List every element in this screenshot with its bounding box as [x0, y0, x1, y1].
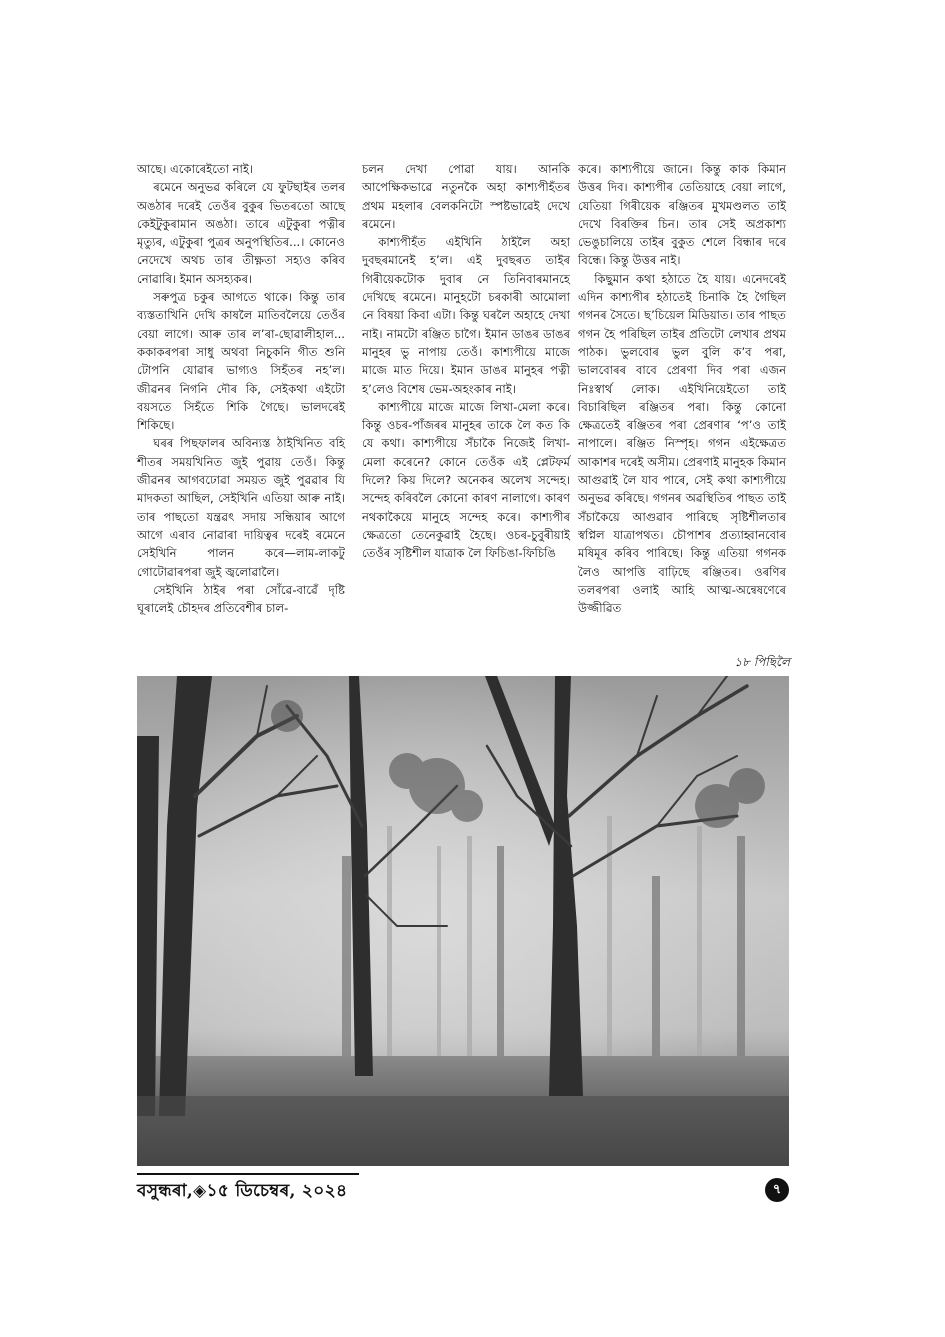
article-column-3: [578, 160, 786, 617]
article-column-2: [362, 160, 570, 563]
page-number: ৭: [765, 1178, 789, 1202]
paragraph: কৰে। কাশ্যপীয়ে জানে। কিন্তু কাক কিমান উত্তৰ দিব। কাশ্যপীৰ তেতিয়াহে বেয়া লাগে, যেতিয়া গিৰীয়েক ৰঞ্জিতৰ মুখমণ্ডলত তাই দেখে বিৰক্তিৰ চিন। তাৰ সেই অপ্ৰকাশ্য ভেঙুচালিয়ে তাইৰ বুকুত শেলে বিন্ধাৰ দৰে বিন্ধে। কিন্তু উত্তৰ নাই।: [578, 162, 786, 268]
paragraph: ঘৰৰ পিছফালৰ অবিন্যস্ত ঠাইখিনিত বহি শীতৰ সময়খিনিত জুই পুৱায় তেওঁ। কিন্তু জীৱনৰ আগবঢোৱা সময়ত জুই পুৱৱাৰ যি মাদকতা আছিল, সেইখিনি এতিয়া আৰু নাই। তাৰ পাছতো যন্ত্ৰৱৎ সদায় সন্ধিয়াৰ আগে আগে এৰাব নোৱাৰা দায়িত্বৰ দৰেই ৰমেনে সেইখিনি পালন কৰে—লাম-লাকটু গোটোৱাৰপৰা জুই জ্বলোৱালৈ।: [137, 436, 345, 579]
footer-rule: [137, 1173, 359, 1175]
paragraph: চলন দেখা পোৱা যায়। আনকি আপেক্ষিকভাৱে নতুনকৈ অহা কাশ্যপীহঁতৰ প্ৰথম মহলাৰ বেলকনিটো স্পষ্টভাৱেই দেখে ৰমেনে।: [362, 162, 570, 231]
paragraph: সৰুপুত্ৰ চকুৰ আগতে থাকে। কিন্তু তাৰ ব্যস্ততাখিনি দেখি কাষলৈ মাতিবলৈয়ে তেওঁৰ বেয়া লাগে। আৰু তাৰ ল’ৰা-ছোৱালীহাল... ককাকৰপৰা সাধু অথবা নিচুকনি গীত শুনি টোপনি যোৱাৰ ভাগ্যও সিহঁতৰ নহ’ল। জীৱনৰ নিগনি দৌৰ কি, সেইকথা এইটো বয়সতে সিহঁতে শিকি গৈছে। ভালদৰেই শিকিছে।: [137, 290, 345, 433]
article-column-1: [137, 160, 345, 617]
paragraph: আছে। একোৰেইতো নাই।: [137, 162, 254, 176]
paragraph: ৰমেনে অনুভৱ কৰিলে যে ফুটছাইৰ তলৰ অঙঠাৰ দৰেই তেওঁৰ বুকুৰ ভিতৰতো আছে কেইটুকুৰামান অঙঠা। তাৰে এটুকুৰা পত্নীৰ মৃত্যুৰ, এটুকুৰা পুত্ৰৰ অনুপস্থিতিৰ...। কোনেও নেদেখে অথচ তাৰ তীক্ষ্ণতা সহ্যও কৰিব নোৱাৰি। ইমান অসহ্যকৰ।: [137, 180, 345, 286]
paragraph: কাশ্যপীহঁত এইখিনি ঠাইলৈ অহা দুবছৰমানেই হ’ল। এই দুবছৰত তাইৰ গিৰীয়েকটোক দুবাৰ নে তিনিবাৰমানহে দেখিছে ৰমেনে। মানুহটো চৰকাৰী আমোলা নে বিষয়া কিবা এটা। কিন্তু ঘৰলৈ অহাহে দেখা নাই। নামটো ৰঞ্জিত চাগৈ। ইমান ডাঙৰ ডাঙৰ মানুহৰ ভু নাপায় তেওঁ। কাশ্যপীয়ে মাজে মাজে মাত দিয়ে। ইমান ডাঙৰ মানুহৰ পত্নী হ’লেও বিশেষ ভেম-অহংকাৰ নাই।: [362, 235, 570, 396]
paragraph: কিছুমান কথা হঠাতে হৈ যায়। এনেদৰেই এদিন কাশ্যপীৰ হঠাতেই চিনাকি হৈ গৈছিল গগনৰ সৈতে। ছ’চিয়েল মিডিয়াত। তাৰ পাছত গগন হৈ পৰিছিল তাইৰ প্ৰতিটো লেখাৰ প্ৰথম পাঠক। ভুলবোৰ ভুল বুলি ক’ব পৰা, ভালবোৰৰ বাবে প্ৰেৰণা দিব পৰা এজন নিঃস্বাৰ্থ লোক। এইখিনিয়েইতো তাই বিচাৰিছিল ৰঞ্জিতৰ পৰা। কিন্তু কোনো ক্ষেত্ৰতেই ৰঞ্জিতৰ পৰা প্ৰেৰণাৰ ‘প’ও তাই নাপালে। ৰঞ্জিত নিস্পৃহ। গগন এইক্ষেত্ৰত আকাশৰ দৰেই অসীম। প্ৰেৰণাই মানুহক কিমান আগুৱাই লৈ যাব পাৰে, সেই কথা কাশ্যপীয়ে অনুভৱ কৰিছে। গগনৰ অৱস্থিতিৰ পাছত তাই সঁচাকৈয়ে আগুৱাব পাৰিছে সৃষ্টিশীলতাৰ স্বপ্নিল যাত্ৰাপথত। চৌপাশৰ প্ৰত্যাহ্বানবোৰ মষিমূৰ কৰিব পাৰিছে। কিন্তু এতিয়া গগনক লৈও আপত্তি বাঢ়িছে ৰঞ্জিতৰ। ওৰণিৰ তলৰপৰা ওলাই আহি আত্ম-অন্বেষণেৰে উজ্জীৱিত: [578, 271, 786, 616]
publication-date-line: বসুন্ধৰা,◈১৫ ডিচেম্বৰ, ২০২৪: [137, 1181, 348, 1201]
continued-note: ১৮ পিছিলৈ: [734, 655, 790, 669]
paragraph: কাশ্যপীয়ে মাজে মাজে লিখা-মেলা কৰে। কিন্তু ওচৰ-পাঁজৰৰ মানুহৰ তাকে লৈ কত কি যে কথা। কাশ্যপীয়ে সঁচাকৈ নিজেই লিখা-মেলা কৰেনে? কোনে তেওঁক এই প্লেটফৰ্ম দিলে? কিয় দিলে? অনেকৰ অলেখ সন্দেহ। সন্দেহ কৰিবলৈ কোনো কাৰণ নালাগে। কাৰণ নথকাকৈয়ে মানুহে সন্দেহ কৰে। কাশ্যপীৰ ক্ষেত্ৰতো তেনেকুৱাই হৈছে। ওচৰ-চুবুৰীয়াই তেওঁৰ সৃষ্টিশীল যাত্ৰাক লৈ ফিচিঙা-ফিচিঙি: [362, 399, 570, 561]
paragraph: সেইখিনি ঠাইৰ পৰা সোঁৱে-বাৱেঁ দৃষ্টি ঘূৰালেই চৌহদৰ প্ৰতিবেশীৰ চাল-: [137, 582, 345, 616]
foggy-forest-photo: [137, 676, 789, 1166]
